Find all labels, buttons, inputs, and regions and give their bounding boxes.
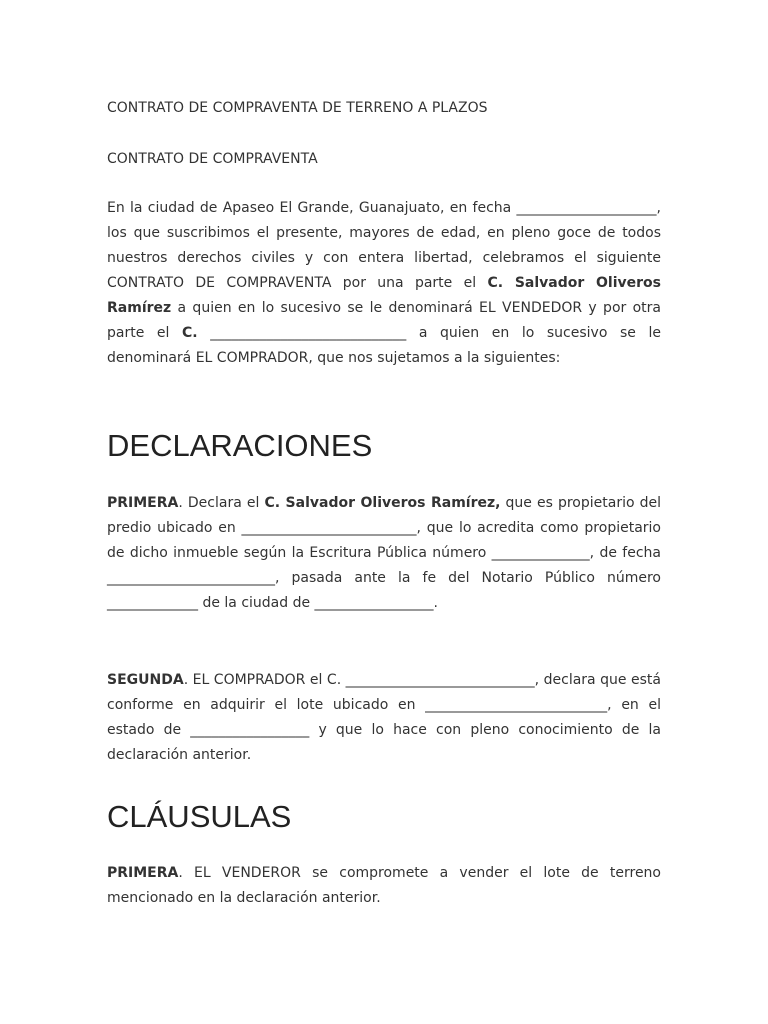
document-subtitle: CONTRATO DE COMPRAVENTA (107, 151, 318, 167)
clausula-primera-label: PRIMERA (107, 865, 179, 881)
seller-name: C. Salvador Oliveros Ramírez (107, 275, 661, 316)
declaracion-primera-text-1: . Declara el (178, 495, 265, 511)
declaracion-segunda-text: . EL COMPRADOR el C. ___________________________, declara que está conforme en adquirir el lote ubicado en __________________________, en el estado de _________________ y que lo hace con pleno conocimiento de la declaración anterior. (107, 672, 661, 763)
declaracion-segunda-label: SEGUNDA (107, 672, 184, 688)
declaracion-primera (107, 491, 661, 616)
clausula-primera-text: . EL VENDEROR se compromete a vender el lote de terreno mencionado en la declaración anterior. (107, 865, 661, 906)
intro-text-2: a quien en lo sucesivo se le denominará EL VENDEDOR y por otra parte el (107, 300, 661, 341)
intro-text-1: En la ciudad de Apaseo El Grande, Guanajuato, en fecha ____________________, los que suscribimos el presente, mayores de edad, en pleno goce de todos nuestros derechos civiles y con entera libertad, celebramos el siguiente CONTRATO DE COMPRAVENTA por una parte el (107, 200, 661, 291)
document-title: CONTRATO DE COMPRAVENTA DE TERRENO A PLAZOS (107, 100, 488, 116)
declaraciones-heading: DECLARACIONES (107, 428, 373, 463)
declaracion-primera-name: C. Salvador Oliveros Ramírez, (264, 495, 501, 511)
clausula-primera (107, 861, 661, 911)
clausulas-heading: CLÁUSULAS (107, 799, 292, 834)
buyer-prefix: C. (182, 325, 198, 341)
intro-text-3: ____________________________ a quien en lo sucesivo se le denominará EL COMPRADOR, que nos sujetamos a la siguientes: (107, 325, 661, 366)
declaracion-primera-text-2: que es propietario del predio ubicado en _________________________, que lo acredita como propietario de dicho inmueble según la Escritura Pública número ______________, de fecha ________________________, pasada ante la fe del Notario Público número _____________ de la ciudad de _________________. (107, 495, 661, 611)
declaracion-primera-label: PRIMERA (107, 495, 179, 511)
declaracion-segunda (107, 668, 661, 768)
intro-paragraph (107, 196, 661, 371)
